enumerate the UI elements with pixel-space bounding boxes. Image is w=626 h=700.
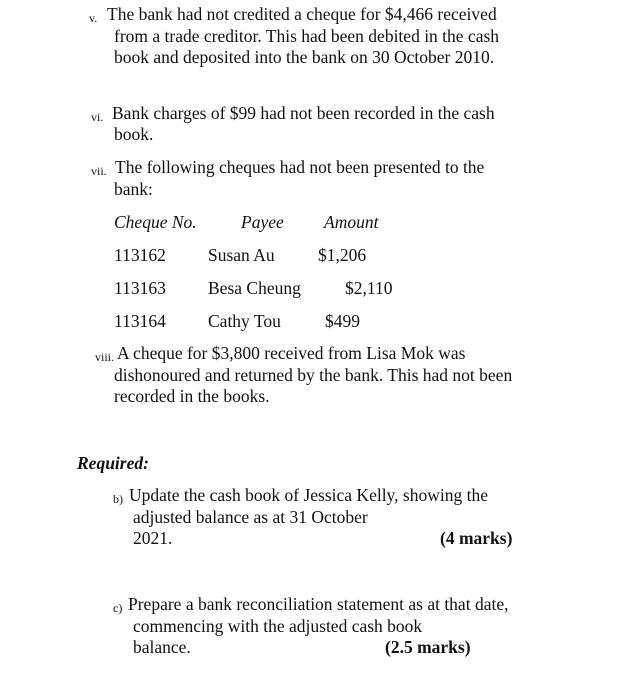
- part-c-label: c): [113, 601, 123, 615]
- item-v-line3: book and deposited into the bank on 30 October 2010.: [114, 47, 495, 67]
- table-cell-amount: $1,206: [318, 245, 367, 265]
- part-b-marks: (4 marks): [440, 528, 513, 548]
- item-viii-line3: recorded in the books.: [114, 386, 270, 406]
- table-cell-payee: Besa Cheung: [208, 278, 301, 298]
- part-b-line1: Update the cash book of Jessica Kelly, showing the: [129, 485, 488, 505]
- item-v-line1: The bank had not credited a cheque for $4,466 received: [107, 4, 497, 24]
- table-cell-amount: $2,110: [345, 278, 393, 298]
- table-cell-cheque-no: 113164: [114, 311, 166, 331]
- part-c-line2: commencing with the adjusted cash book: [133, 616, 423, 636]
- amount-header: Amount: [324, 212, 379, 232]
- item-vi-line2: book.: [114, 124, 154, 144]
- part-c-line1: Prepare a bank reconciliation statement as at that date,: [128, 594, 509, 614]
- part-b-line3: 2021.: [133, 528, 173, 548]
- item-vi-numeral: vi.: [91, 110, 104, 124]
- table-cell-payee: Susan Au: [208, 245, 275, 265]
- item-v-line2: from a trade creditor. This had been debited in the cash: [114, 26, 500, 46]
- item-viii-line1: A cheque for $3,800 received from Lisa Mok was: [117, 343, 466, 363]
- table-cell-payee: Cathy Tou: [208, 311, 281, 331]
- payee-header: Payee: [241, 212, 284, 232]
- item-vi-line1: Bank charges of $99 had not been recorded in the cash: [112, 103, 495, 123]
- table-cell-cheque-no: 113163: [114, 278, 166, 298]
- cheque-no-header: Cheque No.: [114, 212, 197, 232]
- item-vii-line1: The following cheques had not been presented to the: [115, 157, 485, 177]
- item-v-numeral: v.: [89, 11, 98, 25]
- required-heading: Required:: [77, 453, 149, 473]
- part-b-label: b): [113, 492, 123, 506]
- part-c-marks: (2.5 marks): [385, 637, 471, 657]
- item-vii-numeral: vii.: [91, 164, 107, 178]
- table-cell-cheque-no: 113162: [114, 245, 166, 265]
- table-cell-amount: $499: [325, 311, 360, 331]
- item-viii-numeral: viii.: [95, 350, 115, 364]
- item-viii-line2: dishonoured and returned by the bank. This had not been: [114, 365, 513, 385]
- part-b-line2: adjusted balance as at 31 October: [133, 507, 368, 527]
- item-vii-line2: bank:: [114, 179, 153, 199]
- part-c-line3: balance.: [133, 637, 191, 657]
